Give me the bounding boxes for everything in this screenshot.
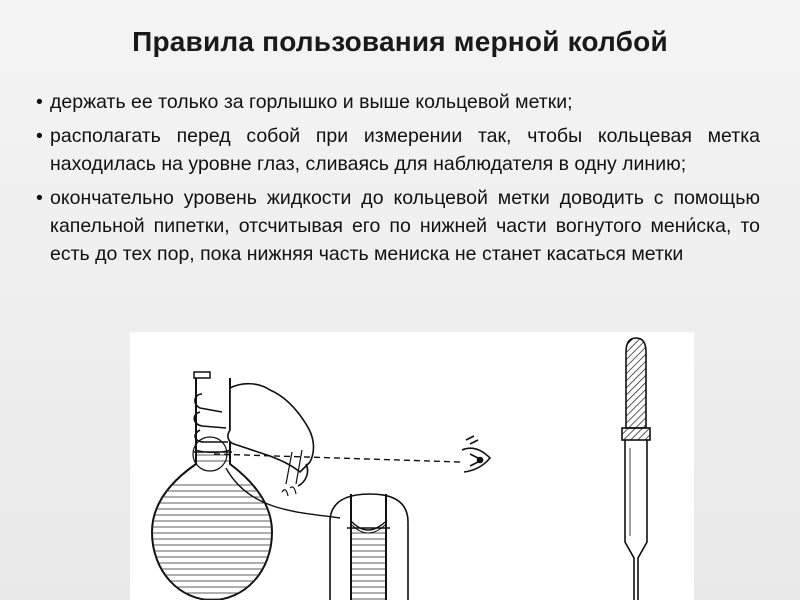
- bullet-list: [34, 88, 760, 274]
- bullet-item-3: • окончательно уровень жидкости до кольцевой метки доводить с помощью капельной пипетки, отсчитывая его по нижней части вогнутого мени́ска, то есть до тех пор, пока нижняя часть мениска не станет касаться метки: [34, 184, 760, 268]
- illustration-drawing: [130, 332, 694, 600]
- slide-title: Правила пользования мерной колбой: [132, 26, 668, 57]
- bullet-item-2: • располагать перед собой при измерении так, чтобы кольцевая метка находилась на уровне глаз, сливаясь для наблюдателя в одну линию;: [34, 122, 760, 178]
- eye-icon: [462, 436, 490, 472]
- pipette-icon: [622, 338, 650, 600]
- illustration-panel: [130, 332, 694, 600]
- meniscus-detail-icon: [330, 494, 412, 600]
- eye-level-line: [214, 454, 460, 462]
- bullet-item-1: • держать ее только за горлышко и выше кольцевой метки;: [34, 88, 760, 116]
